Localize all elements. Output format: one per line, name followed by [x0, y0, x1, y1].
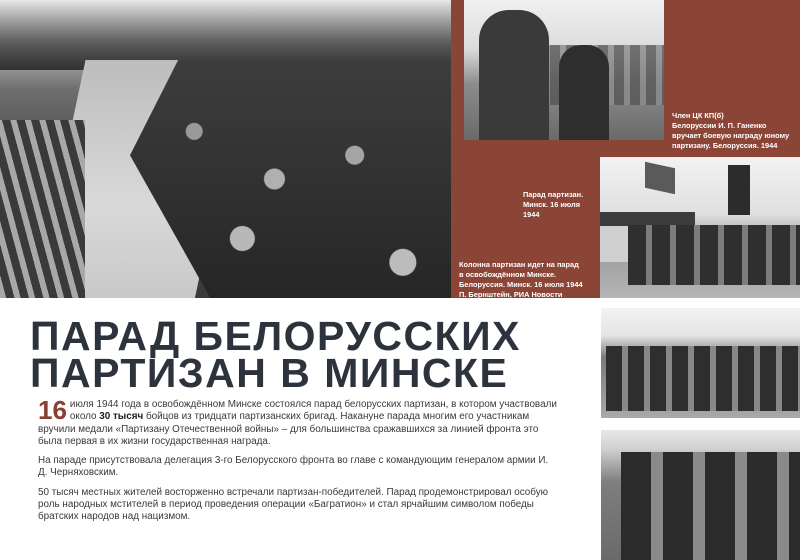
page-title	[30, 313, 590, 396]
caption-award	[672, 111, 798, 151]
caption-line: П. Бернштейн, РИА Новости	[459, 290, 563, 299]
main-photo-partisan-column	[0, 0, 451, 298]
flag-icon	[728, 165, 750, 215]
paragraph-text: бойцов из тридцати партизанских бригад. Накануне парада многим его участникам вручили медали «Партизану Отечественной войны» – для большинства сражавшихся за линией фронта это была первая в их жизни государственная награда.	[38, 411, 539, 447]
flag-icon	[645, 162, 675, 194]
highlight-number: 30 тысяч	[99, 411, 144, 423]
caption-line: 1944	[523, 210, 540, 219]
paragraph-1	[38, 395, 558, 448]
photo-salute	[601, 430, 800, 560]
caption-line: Член ЦК КП(б)	[672, 111, 724, 120]
photo-officers	[621, 452, 800, 560]
paragraph-2: На параде присутствовала делегация 3-го Белорусского фронта во главе с командующим генералом армии И. Д. Черняховским.	[38, 455, 549, 479]
caption-line: в освобождённом Минске.	[459, 270, 557, 279]
photo-marchers	[606, 346, 800, 411]
photo-award-ceremony	[464, 0, 664, 140]
paragraph-3: 50 тысяч местных жителей восторженно встречали партизан-победителей. Парад продемонстрировал особую роль народных мстителей в период проведения операции «Багратион» и стал ярчайшим символом победы братских народов над нацизмом.	[38, 486, 549, 523]
caption-line: Колонна партизан идет на парад	[459, 260, 579, 269]
caption-line: Минск. 16 июля	[523, 200, 581, 209]
caption-line: партизану. Белоруссия. 1944	[672, 141, 778, 150]
caption-line: Парад партизан.	[523, 190, 584, 199]
caption-line: Белоруссия. Минск. 16 июля 1944	[459, 280, 583, 289]
photo-fence	[0, 120, 85, 298]
photo-parade-flags	[600, 157, 800, 298]
photo-marching-partisans	[601, 308, 800, 418]
photo-figure-boy	[559, 45, 609, 140]
caption-line: Белоруссии И. П. Ганенко	[672, 121, 767, 130]
article-body	[38, 395, 558, 531]
photo-figure-official	[479, 10, 549, 140]
paragraph-text: июля 1944 года в освобождённом Минске состоялся парад белорусских партизан, в котором участвовали около	[69, 399, 557, 423]
caption-line: вручает боевую награду юному	[672, 131, 790, 140]
caption-partisan-column	[459, 260, 599, 300]
dropcap-date: 16	[38, 395, 67, 425]
title-line-1: ПАРАД БЕЛОРУССКИХ	[30, 313, 521, 359]
photo-marchers	[628, 225, 800, 285]
title-line-2: ПАРТИЗАН В МИНСКЕ	[30, 350, 509, 396]
caption-parade	[523, 190, 598, 220]
